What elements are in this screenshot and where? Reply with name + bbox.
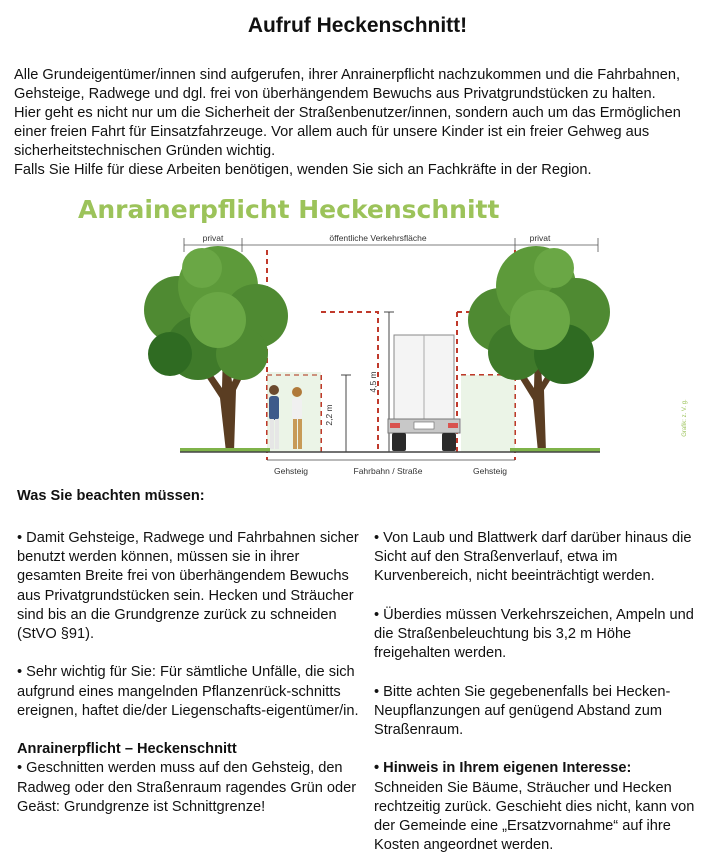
hedge-diagram-svg: [70, 190, 710, 480]
right-hint-label: • Hinweis in Ihrem eigenen Interesse:: [374, 760, 632, 777]
diagram-credit: Grafik: z. V. g.: [682, 399, 688, 437]
intro-paragraph-3: Falls Sie Hilfe für diese Arbeiten benötigen, wenden Sie sich an Fachkräfte in der Region.: [14, 162, 592, 178]
right-hint-text: Schneiden Sie Bäume, Sträucher und Hecken rechtzeitig zurück. Geschieht dies nicht, kann von der Gemeinde eine „Ersatzvornahme“ auf ihre Kosten angeordnet werden.: [374, 779, 695, 854]
label-private-left: privat: [202, 233, 224, 243]
right-paragraph-1: • Von Laub und Blattwerk darf darüber hinaus die Sicht auf den Straßenverlauf, etwa im Kurvenbereich, nicht beeinträchtigt werden.: [374, 530, 692, 585]
page-title: Aufruf Heckenschnitt!: [247, 14, 468, 37]
right-hedge-clearance: [461, 375, 515, 452]
label-sidewalk-left: Gehsteig: [273, 466, 309, 476]
left-paragraph-1: • Damit Gehsteige, Radwege und Fahrbahnen sicher benutzt werden können, müssen sie in ihrer gesamten Breite frei von überhängendem Bewuchs aus Privatgrundstücken sein. Hecken und Sträucher sind bis an die Grundgrenze zurück zu schneiden (StVO §91).: [17, 530, 359, 643]
left-subheading: Anrainerpflicht – Heckenschnitt: [17, 741, 237, 758]
right-paragraph-3: • Bitte achten Sie gegebenenfalls bei Hecken-Neupflanzungen auf genügend Abstand zum Straßenraum.: [374, 683, 671, 738]
label-public-area: öffentliche Verkehrsfläche: [329, 233, 427, 243]
intro-paragraph-1: Alle Grundeigentümer/innen sind aufgerufen, ihrer Anrainerpflicht nachzukommen und die Fahrbahnen, Gehsteige, Radwege und dgl. frei von überhängendem Bewuchs aus Privatgrundstücken zu halten.: [14, 67, 681, 102]
label-road: Fahrbahn / Straße: [353, 466, 423, 476]
right-paragraph-2: • Überdies müssen Verkehrszeichen, Ampeln und die Straßenbeleuchtung bis 3,2 m Höhe freigehalten werden.: [374, 606, 694, 662]
section-heading: Was Sie beachten müssen:: [17, 488, 205, 504]
left-paragraph-2: • Sehr wichtig für Sie: Für sämtliche Unfälle, die sich aufgrund eines mangelnden Pflanzenrück-schnitts ereignen, haftet die/der Liegenschafts-eigentümer/in.: [17, 664, 359, 719]
height-label-large: 4,5 m: [368, 371, 378, 393]
truck-icon: [388, 335, 460, 451]
intro-text: [14, 66, 704, 180]
height-marker-small: [341, 375, 351, 452]
left-paragraph-3: • Geschnitten werden muss auf den Gehsteig, den Radweg oder den Straßenraum ragendes Grün oder Geäst: Grundgrenze ist Schnittgrenze!: [17, 760, 357, 815]
left-column: [17, 529, 362, 836]
label-sidewalk-right: Gehsteig: [472, 466, 508, 476]
diagram-title: Anrainerpflicht Heckenschnitt: [78, 195, 500, 224]
right-column: [374, 529, 709, 855]
ground-line: [180, 448, 600, 460]
label-private-right: privat: [529, 233, 551, 243]
hedge-diagram: [70, 190, 710, 480]
right-paragraph-4: [374, 759, 709, 855]
height-label-small: 2,2 m: [324, 404, 334, 426]
intro-paragraph-2: Hier geht es nicht nur um die Sicherheit der Straßenbenutzer/innen, sondern auch um das Ermöglichen einer freien Fahrt für Einsatzfahrzeuge. Vor allem auch für unsere Kinder ist ein freier Gehweg aus sicherheitstechnischen Gründen wichtig.: [14, 105, 681, 159]
